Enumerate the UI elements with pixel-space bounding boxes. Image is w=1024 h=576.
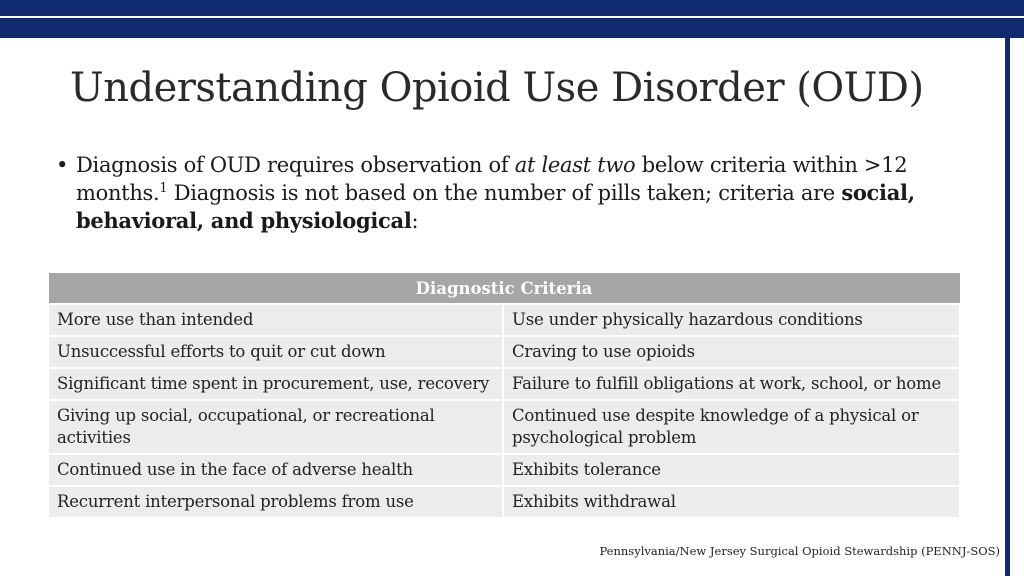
table-row: [48, 486, 960, 518]
table-cell: More use than intended: [48, 304, 503, 336]
table-row: [48, 336, 960, 368]
table-cell: Significant time spent in procurement, use, recovery: [48, 368, 503, 400]
table-cell: Continued use in the face of adverse health: [48, 454, 503, 486]
top-banner-stripe: [0, 16, 1024, 18]
footnote-reference: 1: [159, 181, 168, 196]
table-cell: Recurrent interpersonal problems from use: [48, 486, 503, 518]
table-row: [48, 454, 960, 486]
table-cell: Exhibits tolerance: [503, 454, 960, 486]
table-header: Diagnostic Criteria: [48, 273, 960, 305]
bullet-item: [56, 151, 956, 235]
bullet-text-part4: :: [411, 209, 419, 233]
bullet-text-part2: below criteria within >12 months.: [76, 153, 908, 205]
bullet-text-part3: Diagnosis is not based on the number of pills taken; criteria are: [167, 181, 842, 205]
diagnostic-criteria-table: [47, 272, 961, 519]
table-cell: Continued use despite knowledge of a physical or psychological problem: [503, 400, 960, 454]
table-row: [48, 400, 960, 454]
slide-title: Understanding Opioid Use Disorder (OUD): [70, 65, 924, 111]
bullet-text: [56, 151, 956, 235]
bullet-marker: •: [56, 153, 69, 177]
table-row: [48, 368, 960, 400]
table-cell: Giving up social, occupational, or recreational activities: [48, 400, 503, 454]
table-row: [48, 304, 960, 336]
bullet-emphasis: at least two: [514, 153, 636, 177]
table-cell: Failure to fulfill obligations at work, school, or home: [503, 368, 960, 400]
table-header-row: [48, 273, 960, 305]
table-cell: Unsuccessful efforts to quit or cut down: [48, 336, 503, 368]
table-cell: Exhibits withdrawal: [503, 486, 960, 518]
right-edge-rule: [1005, 38, 1010, 576]
bullet-text-part1: Diagnosis of OUD requires observation of: [76, 153, 515, 177]
table-cell: Use under physically hazardous conditions: [503, 304, 960, 336]
table-cell: Craving to use opioids: [503, 336, 960, 368]
top-banner: [0, 0, 1024, 38]
bullet-bold-criteria: social, behavioral, and physiological: [76, 180, 915, 233]
footer-citation: Pennsylvania/New Jersey Surgical Opioid Stewardship (PENNJ-SOS): [599, 544, 1000, 558]
